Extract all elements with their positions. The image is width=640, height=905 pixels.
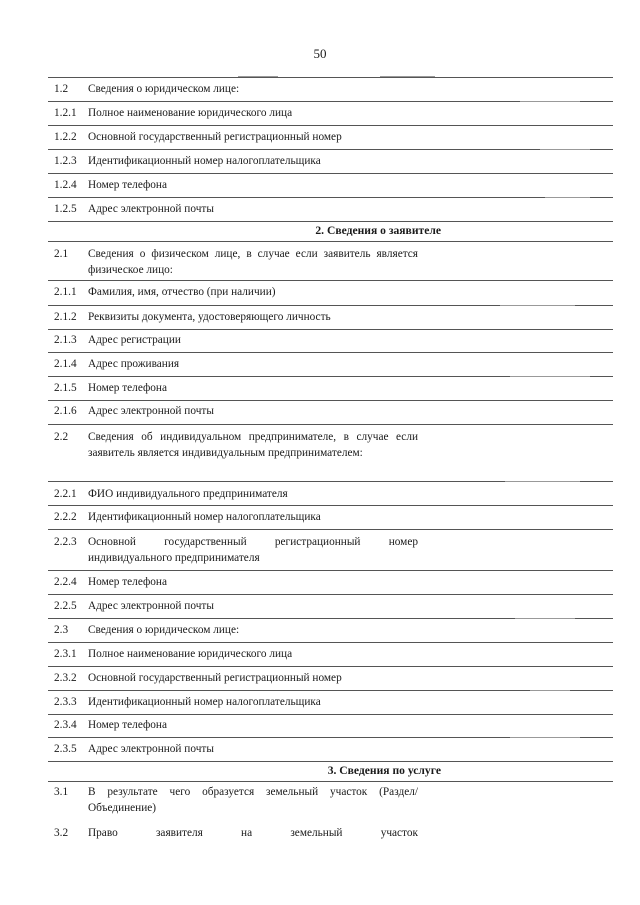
row-text: Идентификационный номер налогоплательщика [88, 155, 321, 167]
row-text: Сведения о физическом лице, в случае если заявитель является физическое лицо: [88, 248, 418, 276]
table-rule [48, 761, 613, 762]
row-text: Фамилия, имя, отчество (при наличии) [88, 286, 276, 298]
row-number: 1.2.4 [54, 179, 77, 191]
row-number: 2.1.5 [54, 382, 77, 394]
row-number: 3.1 [54, 786, 69, 798]
table-rule [48, 149, 613, 150]
row-text: ФИО индивидуального предпринимателя [88, 488, 288, 500]
table-rule [48, 642, 613, 643]
row-text: В результате чего образуется земельный участок (Раздел/Объединение) [88, 786, 418, 814]
row-text: Основной государственный регистрационный номер [88, 131, 342, 143]
row-text: Полное наименование юридического лица [88, 107, 293, 119]
row-number: 1.2.2 [54, 131, 77, 143]
row-text: Основной государственный регистрационный номер индивидуального предпринимателя [88, 536, 418, 564]
table-rule [48, 570, 613, 571]
row-text: Адрес проживания [88, 358, 180, 370]
scan-line [380, 76, 435, 77]
table-rule [48, 594, 613, 595]
row-text: Основной государственный регистрационный номер [88, 672, 342, 684]
scan-line [520, 101, 580, 102]
row-text: Адрес электронной почты [88, 203, 214, 215]
table-rule [48, 221, 613, 222]
row-number: 3.2 [54, 827, 69, 839]
row-number: 2.1.2 [54, 311, 77, 323]
row-text: Номер телефона [88, 719, 167, 731]
row-number: 2.3.2 [54, 672, 77, 684]
row-number: 2.3.5 [54, 743, 77, 755]
row-number: 2.1.3 [54, 334, 77, 346]
row-text: Номер телефона [88, 576, 167, 588]
row-number: 2.1.4 [54, 358, 77, 370]
table-rule [48, 173, 613, 174]
row-number: 2.2.3 [54, 536, 77, 548]
row-number: 2.2.2 [54, 511, 77, 523]
row-number: 2.3.3 [54, 696, 77, 708]
scan-line [545, 197, 590, 198]
row-text: Номер телефона [88, 179, 167, 191]
table-rule [48, 781, 613, 782]
row-number: 2.3 [54, 624, 69, 636]
page-number: 50 [313, 46, 327, 61]
row-number: 1.2 [54, 83, 69, 95]
table-rule [48, 241, 613, 242]
scan-line [500, 305, 575, 306]
row-number: 1.2.3 [54, 155, 77, 167]
scan-line [530, 690, 570, 691]
row-text: Номер телефона [88, 382, 167, 394]
row-number: 2.3.1 [54, 648, 77, 660]
row-text: Адрес регистрации [88, 334, 181, 346]
table-rule [48, 329, 613, 330]
table-rule [48, 666, 613, 667]
table-rule [48, 424, 613, 425]
section-title: 2. Сведения о заявителе [315, 224, 441, 237]
row-number: 2.1 [54, 248, 69, 260]
row-number: 1.2.5 [54, 203, 77, 215]
scan-line [515, 618, 575, 619]
row-number: 2.2 [54, 431, 69, 443]
section-title: 3. Сведения по услуге [327, 764, 441, 777]
table-rule [48, 352, 613, 353]
scan-line [505, 481, 580, 482]
table-rule [48, 529, 613, 530]
table-rule [48, 714, 613, 715]
row-text: Сведения о юридическом лице: [88, 624, 240, 636]
row-number: 2.2.4 [54, 576, 77, 588]
row-number: 2.2.5 [54, 600, 77, 612]
scan-line [510, 737, 580, 738]
table-rule [48, 125, 613, 126]
row-text: Идентификационный номер налогоплательщика [88, 696, 321, 708]
row-number: 2.2.1 [54, 488, 77, 500]
row-text: Сведения об индивидуальном предпринимателе, в случае если заявитель является индивидуальным предпринимателем: [88, 431, 418, 459]
table-rule [48, 690, 613, 691]
table-rule [48, 400, 613, 401]
scan-line [540, 149, 590, 150]
table-rule [48, 77, 613, 78]
row-text: Реквизиты документа, удостоверяющего личность [88, 311, 331, 323]
row-text: Идентификационный номер налогоплательщика [88, 511, 321, 523]
row-number: 2.1.6 [54, 405, 77, 417]
table-rule [48, 197, 613, 198]
row-text: Сведения о юридическом лице: [88, 83, 240, 95]
row-text: Адрес электронной почты [88, 405, 214, 417]
table-rule [48, 280, 613, 281]
row-text: Адрес электронной почты [88, 600, 214, 612]
scan-line [238, 76, 278, 77]
row-text: Право заявителя на земельный участок [88, 827, 418, 839]
scan-line [510, 376, 590, 377]
row-text: Адрес электронной почты [88, 743, 214, 755]
row-number: 2.1.1 [54, 286, 77, 298]
row-text: Полное наименование юридического лица [88, 648, 293, 660]
table-rule [48, 505, 613, 506]
row-number: 1.2.1 [54, 107, 77, 119]
row-number: 2.3.4 [54, 719, 77, 731]
